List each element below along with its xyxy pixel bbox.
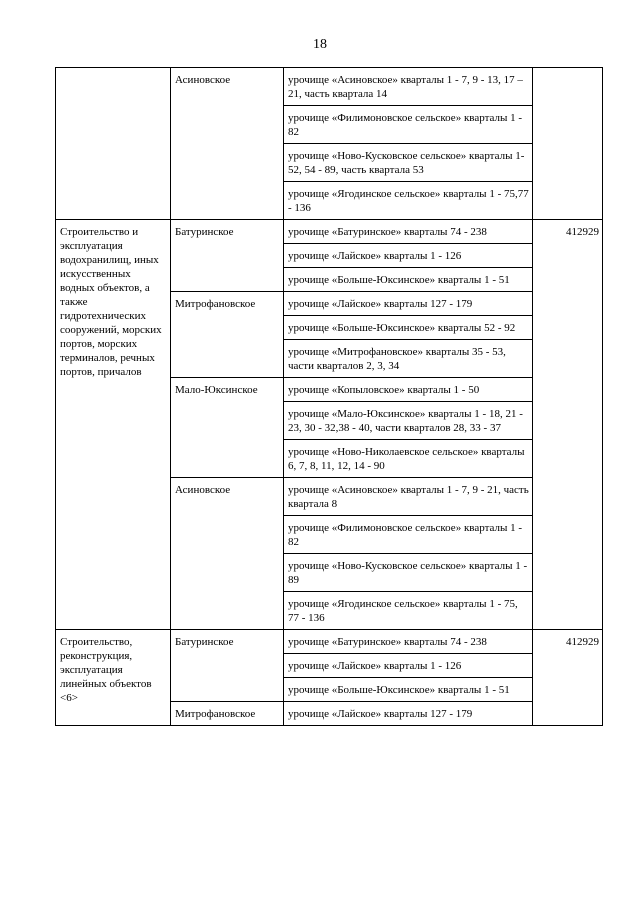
activity-cell: Строительство и эксплуатация водохранилищ, иных искусственных водных объектов, а также гидротехнических сооружений, морских портов, морских терминалов, речных портов, причалов bbox=[56, 220, 171, 630]
forestry-table bbox=[55, 67, 603, 726]
tract-cell: урочище «Копыловское» кварталы 1 - 50 bbox=[284, 378, 533, 402]
forestry-cell: Батуринское bbox=[171, 220, 284, 292]
area-cell: 412929 bbox=[533, 220, 603, 630]
tract-cell: урочище «Лайское» кварталы 1 - 126 bbox=[284, 654, 533, 678]
forestry-cell: Мало-Юксинское bbox=[171, 378, 284, 478]
tract-cell: урочище «Филимоновское сельское» кварталы 1 - 82 bbox=[284, 106, 533, 144]
tract-cell: урочище «Асиновское» кварталы 1 - 7, 9 - 21, часть квартала 8 bbox=[284, 478, 533, 516]
activity-cell bbox=[56, 68, 171, 220]
forestry-cell: Митрофановское bbox=[171, 292, 284, 378]
activity-cell: Строительство, реконструкция, эксплуатация линейных объектов <6> bbox=[56, 630, 171, 726]
tract-cell: урочище «Ново-Кусковское сельское» кварталы 1 - 89 bbox=[284, 554, 533, 592]
forestry-cell: Асиновское bbox=[171, 478, 284, 630]
area-cell: 412929 bbox=[533, 630, 603, 726]
tract-cell: урочище «Ягодинское сельское» кварталы 1 - 75, 77 - 136 bbox=[284, 592, 533, 630]
forestry-cell: Батуринское bbox=[171, 630, 284, 702]
table-row bbox=[56, 630, 603, 654]
tract-cell: урочище «Больше-Юксинское» кварталы 1 - 51 bbox=[284, 678, 533, 702]
tract-cell: урочище «Филимоновское сельское» кварталы 1 - 82 bbox=[284, 516, 533, 554]
tract-cell: урочище «Больше-Юксинское» кварталы 1 - 51 bbox=[284, 268, 533, 292]
forestry-cell: Асиновское bbox=[171, 68, 284, 220]
forestry-cell: Митрофановское bbox=[171, 702, 284, 726]
area-cell bbox=[533, 68, 603, 220]
page-number: 18 bbox=[313, 37, 327, 52]
table-row bbox=[56, 68, 603, 106]
tract-cell: урочище «Лайское» кварталы 1 - 126 bbox=[284, 244, 533, 268]
tract-cell: урочище «Мало-Юксинское» кварталы 1 - 18, 21 - 23, 30 - 32,38 - 40, части кварталов 28, 33 - 37 bbox=[284, 402, 533, 440]
tract-cell: урочище «Батуринское» кварталы 74 - 238 bbox=[284, 630, 533, 654]
tract-cell: урочище «Ново-Кусковское сельское» кварталы 1-52, 54 - 89, часть квартала 53 bbox=[284, 144, 533, 182]
tract-cell: урочище «Батуринское» кварталы 74 - 238 bbox=[284, 220, 533, 244]
table-row bbox=[56, 220, 603, 244]
tract-cell: урочище «Лайское» кварталы 127 - 179 bbox=[284, 702, 533, 726]
tract-cell: урочище «Ново-Николаевское сельское» кварталы 6, 7, 8, 11, 12, 14 - 90 bbox=[284, 440, 533, 478]
tract-cell: урочище «Асиновское» кварталы 1 - 7, 9 - 13, 17 – 21, часть квартала 14 bbox=[284, 68, 533, 106]
tract-cell: урочище «Лайское» кварталы 127 - 179 bbox=[284, 292, 533, 316]
tract-cell: урочище «Ягодинское сельское» кварталы 1 - 75,77 - 136 bbox=[284, 182, 533, 220]
tract-cell: урочище «Больше-Юксинское» кварталы 52 - 92 bbox=[284, 316, 533, 340]
tract-cell: урочище «Митрофановское» кварталы 35 - 53, части кварталов 2, 3, 34 bbox=[284, 340, 533, 378]
